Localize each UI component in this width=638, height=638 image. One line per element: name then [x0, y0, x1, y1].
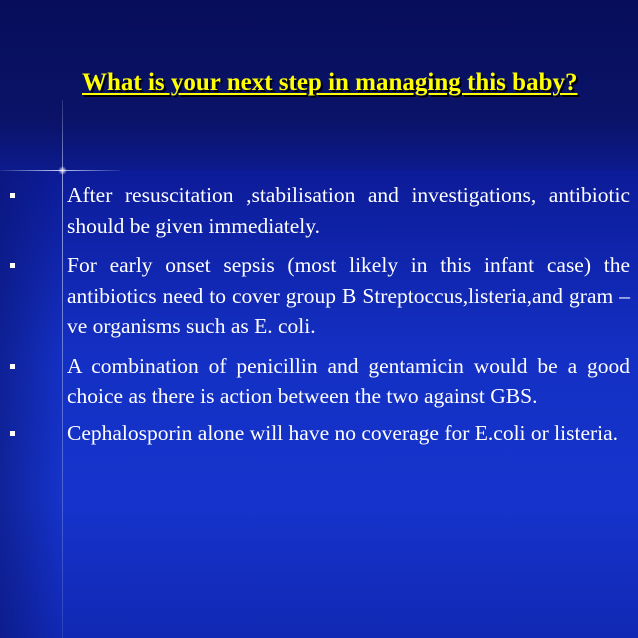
bullet-item [0, 418, 638, 449]
square-bullet-icon [10, 364, 15, 369]
bullet-text: A combination of penicillin and gentamicin would be a good choice as there is action between the two against GBS. [67, 353, 630, 408]
bullet-item [0, 180, 638, 241]
bullet-text: For early onset sepsis (most likely in this infant case) the antibiotics need to cover group B Streptoccus,listeria,and gram –ve organisms such as E. coli. [67, 253, 630, 338]
bullet-list [0, 180, 638, 457]
square-bullet-icon [10, 193, 15, 198]
square-bullet-icon [10, 263, 15, 268]
square-bullet-icon [10, 431, 15, 436]
bullet-text: After resuscitation ,stabilisation and investigations, antibiotic should be given immediately. [67, 183, 630, 238]
bullet-item [0, 351, 638, 412]
bullet-text: Cephalosporin alone will have no coverage for E.coli or listeria. [67, 420, 619, 445]
slide-title: What is your next step in managing this baby? [82, 69, 578, 96]
bullet-item [0, 250, 638, 342]
decorative-cross-glow [58, 166, 67, 175]
